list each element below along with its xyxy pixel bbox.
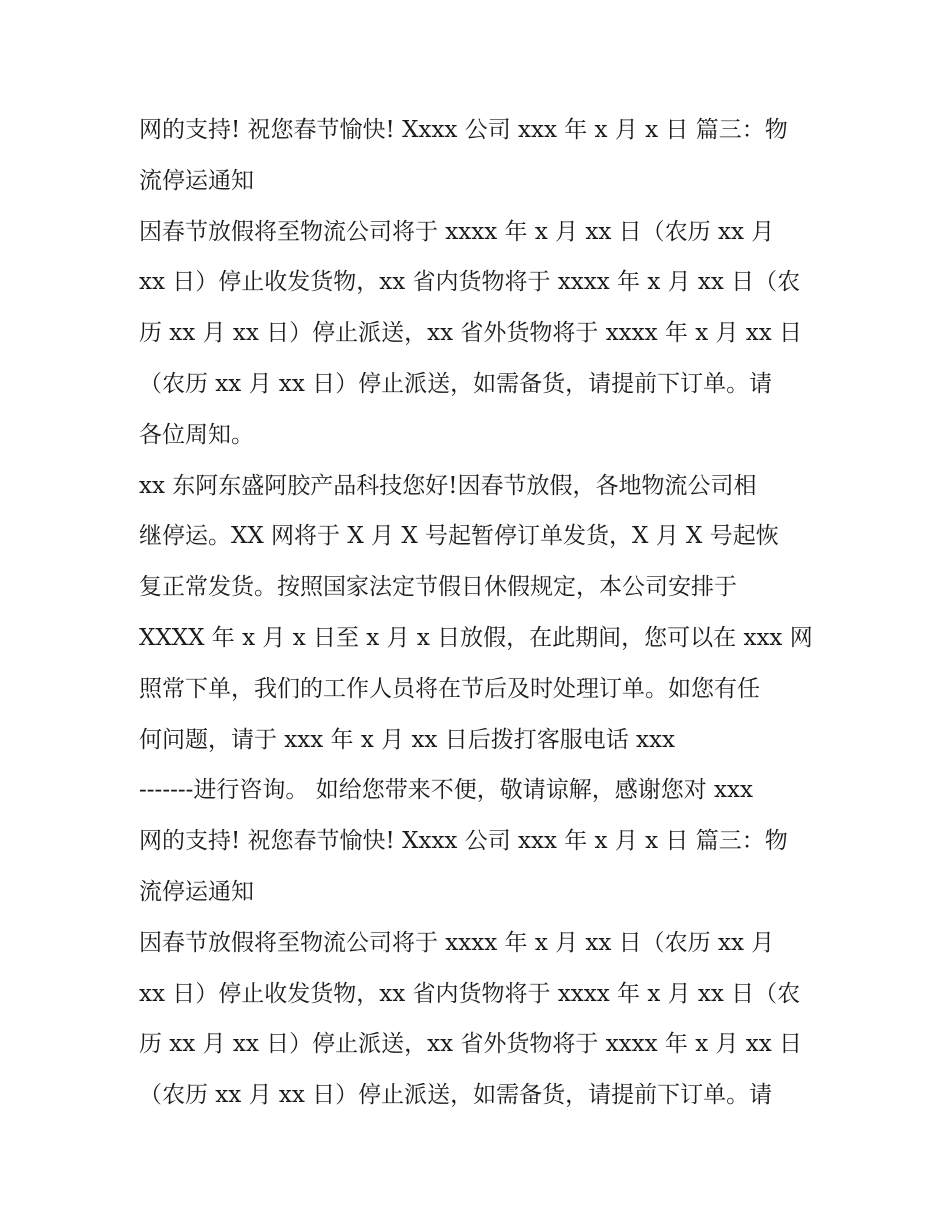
document-body [139, 105, 829, 1121]
text-line: 网的支持! 祝您春节愉快! Xxxx 公司 xxx 年 x 月 x 日 篇三：物 [139, 117, 788, 143]
text-line: 历 xx 月 xx 日）停止派送，xx 省外货物将于 xxxx 年 x 月 xx 日 [139, 320, 803, 347]
text-line: 各位周知。 [139, 421, 254, 448]
text-line: xx 日）停止收发货物，xx 省内货物将于 xxxx 年 x 月 xx 日（农 [139, 980, 801, 1007]
text-line: （农历 xx 月 xx 日）停止派送，如需备货，请提前下订单。请 [139, 1082, 773, 1109]
text-line: 何问题，请于 xxx 年 x 月 xx 日后拨打客服电话 xxx [139, 726, 675, 753]
text-line: xx 日）停止收发货物，xx 省内货物将于 xxxx 年 x 月 xx 日（农 [139, 269, 801, 296]
text-line: 复正常发货。按照国家法定节假日休假规定，本公司安排于 [139, 574, 737, 601]
text-line: -------进行咨询。 如给您带来不便，敬请谅解，感谢您对 xxx [139, 777, 753, 804]
text-line: XXXX 年 x 月 x 日至 x 月 x 日放假，在此期间，您可以在 xxx 网 [139, 624, 813, 651]
text-line: 照常下单，我们的工作人员将在节后及时处理订单。如您有任 [139, 675, 760, 702]
text-line: 继停运。XX 网将于 X 月 X 号起暂停订单发货，X 月 X 号起恢 [139, 523, 779, 550]
text-line: 因春节放假将至物流公司将于 xxxx 年 x 月 xx 日（农历 xx 月 [139, 218, 775, 245]
text-line: 因春节放假将至物流公司将于 xxxx 年 x 月 xx 日（农历 xx 月 [139, 929, 775, 956]
text-line: 网的支持! 祝您春节愉快! Xxxx 公司 xxx 年 x 月 x 日 篇三：物 [139, 828, 788, 855]
text-line: 流停运通知 [139, 878, 254, 905]
text-line: 历 xx 月 xx 日）停止派送，xx 省外货物将于 xxxx 年 x 月 xx 日 [139, 1031, 803, 1058]
text-line: xx 东阿东盛阿胶产品科技您好!因春节放假，各地物流公司相 [139, 472, 757, 499]
text-line: （农历 xx 月 xx 日）停止派送，如需备货，请提前下订单。请 [139, 370, 773, 397]
text-line: 流停运通知 [139, 167, 254, 194]
